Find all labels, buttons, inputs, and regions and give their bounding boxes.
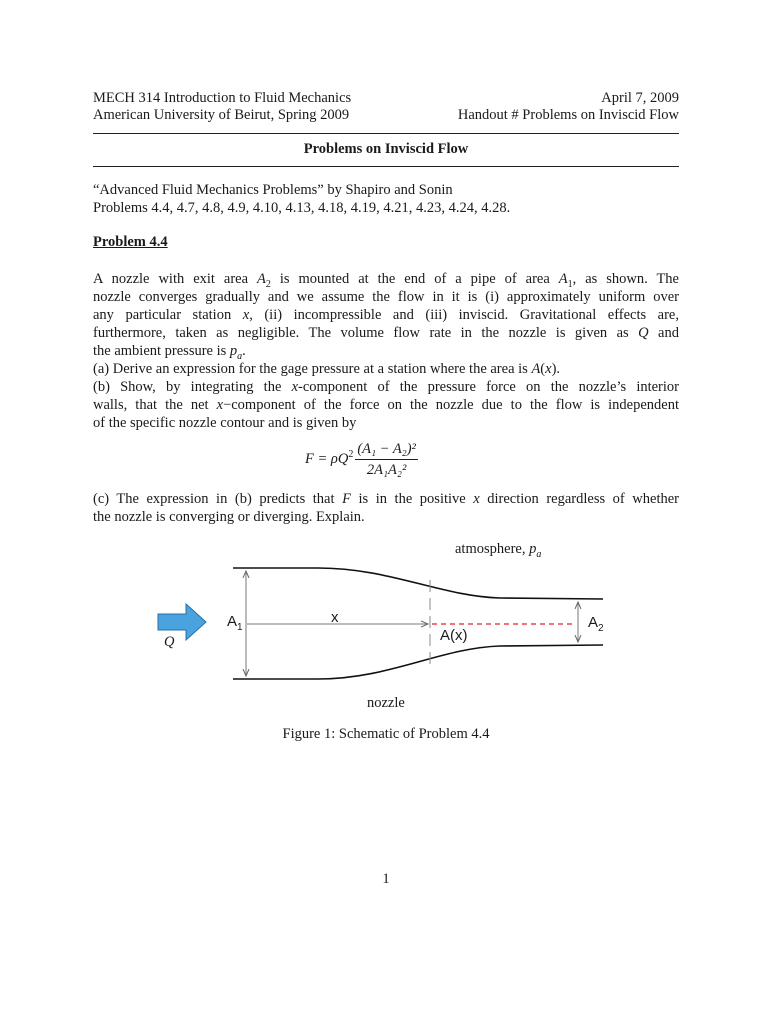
equation-denominator: 2A₁A₂² (366, 462, 407, 478)
page-number: 1 (382, 871, 390, 887)
x-label: x (331, 609, 339, 626)
problem-statement: A nozzle with exit area $A_2$ is mounted at the end of a pipe of area $A_1$, as shown. The nozzle converges gradually and we assume the flow in it is (i) approximately uniform over any particular station x, (ii) incompressible and (iii) inviscid. Gravitational effects are, furthermore, taken as negligible. The volume flow rate in the nozzle is given as Q and the ambient pressure is $p_a$. (a) Derive an expression for the gage pressure at a station where the area is A(x). (b) Show, by integrating the x-component of the pressure force on the nozzle’s interior walls, that the net x−component of the force on the nozzle due to the flow is independent of the specific nozzle contour and is given by (93, 271, 679, 431)
course-title: MECH 314 Introduction to Fluid Mechanics (93, 90, 352, 106)
problem-part-c: (c) The expression in (b) predicts that F is in the positive x direction regardless of whether the nozzle is converging or diverging. Explain. (93, 491, 679, 525)
page-title: Problems on Inviscid Flow (303, 141, 469, 157)
equation-numerator: (A₁ − A₂)² (355, 440, 418, 460)
a2-label: $A_2$ (588, 614, 604, 634)
problem-heading: Problem 4.4 (93, 234, 168, 250)
nozzle-bottom-wall (233, 645, 603, 679)
ax-label: A(x) (440, 627, 468, 644)
a1-label: $A_1$ (227, 613, 243, 633)
force-equation: $F = \rho Q^2$ $\frac{\text{(A₁ − A₂)²}}{\text{2A₁A₂²}}$ (305, 441, 416, 478)
handout-date: April 7, 2009 (601, 90, 679, 106)
university-line: American University of Beirut, Spring 2009 (93, 107, 350, 123)
atmosphere-label: atmosphere, $p_a$ (455, 541, 542, 560)
reference-problems: Problems 4.4, 4.7, 4.8, 4.9, 4.10, 4.13, 4.18, 4.19, 4.21, 4.23, 4.24, 4.28. (93, 200, 511, 216)
nozzle-top-wall (233, 568, 603, 599)
reference-book: “Advanced Fluid Mechanics Problems” by Shapiro and Sonin (93, 182, 453, 198)
equation-lhs: F = ρQ (305, 450, 349, 467)
handout-line: Handout # Problems on Inviscid Flow (457, 107, 679, 123)
nozzle-label: nozzle (367, 695, 405, 711)
figure-caption: Figure 1: Schematic of Problem 4.4 (282, 726, 490, 742)
q-label: Q (164, 634, 175, 650)
